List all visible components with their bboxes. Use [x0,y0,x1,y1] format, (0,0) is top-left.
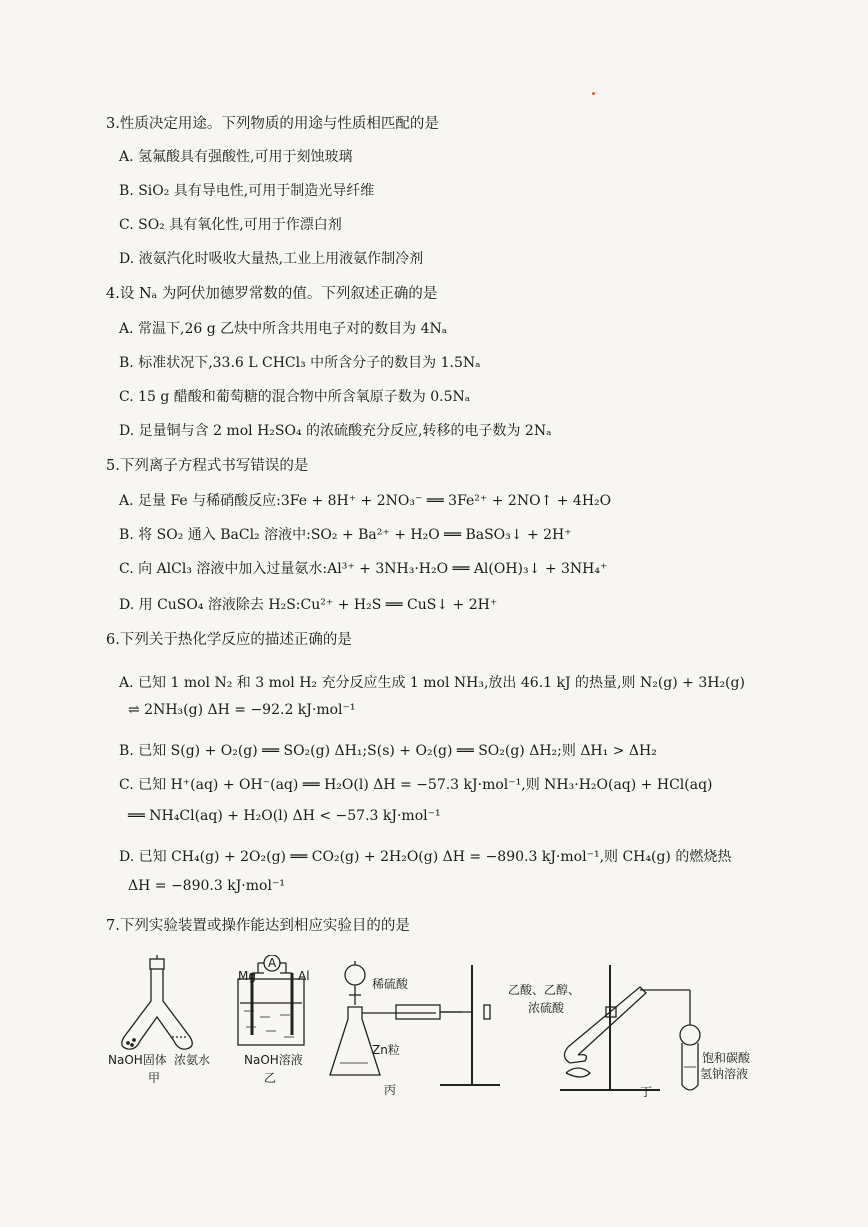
fig-yi-al-label: Al [298,969,310,983]
fig-bing-caption: 丙 [384,1083,397,1097]
ink-speck [592,92,595,95]
question-3-option-b: B. SiO₂ 具有导电性,可用于制造光导纤维 [119,183,375,199]
fig-ding-solution-line1: 饱和碳酸 [702,1051,751,1065]
question-6-stem: 6.下列关于热化学反应的描述正确的是 [106,632,352,648]
question-4-option-c: C. 15 g 醋酸和葡萄糖的混合物中所含氧原子数为 0.5Nₐ [119,389,471,405]
fig-yi-caption: 乙 [264,1071,277,1085]
question-6-option-c-line2: ══ NH₄Cl(aq) + H₂O(l) ΔH < −57.3 kJ·mol⁻¹ [128,808,441,824]
question-6-option-b: B. 已知 S(g) + O₂(g) ══ SO₂(g) ΔH₁;S(s) + O₂(g) ══ SO₂(g) ΔH₂;则 ΔH₁ > ΔH₂ [119,743,657,759]
fig-yi-ammeter-label: A [268,956,277,970]
question-3-option-d: D. 液氨汽化时吸收大量热,工业上用液氨作制冷剂 [119,251,424,267]
apparatus-figures [0,955,868,1105]
question-5-option-b: B. 将 SO₂ 通入 BaCl₂ 溶液中:SO₂ + Ba²⁺ + H₂O ══ BaSO₃↓ + 2H⁺ [119,527,572,543]
fig-bing-zn-label: Zn粒 [372,1043,400,1057]
question-6-option-a-line2: ⇌ 2NH₃(g) ΔH = −92.2 kJ·mol⁻¹ [128,702,356,718]
esterification-apparatus [560,965,700,1090]
apparatus-drawing [0,955,868,1105]
fig-ding-caption: 丁 [640,1085,653,1099]
fig-ding-reagent-line1: 乙酸、乙醇、 [508,983,581,997]
bleed-through-text [520,110,850,140]
gas-generator-apparatus [330,961,500,1085]
fig-ding-solution-line2: 氢钠溶液 [700,1067,749,1081]
question-5-option-a: A. 足量 Fe 与稀硝酸反应:3Fe + 8H⁺ + 2NO₃⁻ ══ 3Fe²⁺ + 2NO↑ + 4H₂O [119,493,612,509]
y-tube-apparatus [122,955,193,1049]
fig-ding-reagent-line2: 浓硫酸 [528,1001,565,1015]
fig-jia-caption: 甲 [148,1071,161,1085]
fig-bing-acid-label: 稀硫酸 [372,977,409,991]
question-6-option-d-line2: ΔH = −890.3 kJ·mol⁻¹ [128,878,285,894]
question-6-option-d-line1: D. 已知 CH₄(g) + 2O₂(g) ══ CO₂(g) + 2H₂O(g) ΔH = −890.3 kJ·mol⁻¹,则 CH₄(g) 的燃烧热 [119,849,732,865]
question-4-option-d: D. 足量铜与含 2 mol H₂SO₄ 的浓硫酸充分反应,转移的电子数为 2Nₐ [119,423,552,439]
question-6-option-a-line1: A. 已知 1 mol N₂ 和 3 mol H₂ 充分反应生成 1 mol NH₃,放出 46.1 kJ 的热量,则 N₂(g) + 3H₂(g) [119,675,745,691]
fig-yi-solution-label: NaOH溶液 [244,1053,303,1067]
question-6-option-c-line1: C. 已知 H⁺(aq) + OH⁻(aq) ══ H₂O(l) ΔH = −57.3 kJ·mol⁻¹,则 NH₃·H₂O(aq) + HCl(aq) [119,777,713,793]
question-3-option-c: C. SO₂ 具有氧化性,可用于作漂白剂 [119,217,342,233]
fig-jia-left-label: NaOH固体 [108,1053,167,1067]
question-3-option-a: A. 氢氟酸具有强酸性,可用于刻蚀玻璃 [119,149,353,165]
question-4-stem: 4.设 Nₐ 为阿伏加德罗常数的值。下列叙述正确的是 [106,286,438,302]
fig-yi-mg-label: Mg [238,969,256,983]
fig-jia-right-label: 浓氨水 [174,1053,211,1067]
question-4-option-a: A. 常温下,26 g 乙炔中所含共用电子对的数目为 4Nₐ [119,321,448,337]
question-3-stem: 3.性质决定用途。下列物质的用途与性质相匹配的是 [106,116,439,132]
question-7-stem: 7.下列实验装置或操作能达到相应实验目的的是 [106,918,410,934]
question-5-stem: 5.下列离子方程式书写错误的是 [106,458,309,474]
question-5-option-c: C. 向 AlCl₃ 溶液中加入过量氨水:Al³⁺ + 3NH₃·H₂O ══ Al(OH)₃↓ + 3NH₄⁺ [119,561,608,577]
question-5-option-d: D. 用 CuSO₄ 溶液除去 H₂S:Cu²⁺ + H₂S ══ CuS↓ + 2H⁺ [119,597,498,613]
question-4-option-b: B. 标准状况下,33.6 L CHCl₃ 中所含分子的数目为 1.5Nₐ [119,355,481,371]
